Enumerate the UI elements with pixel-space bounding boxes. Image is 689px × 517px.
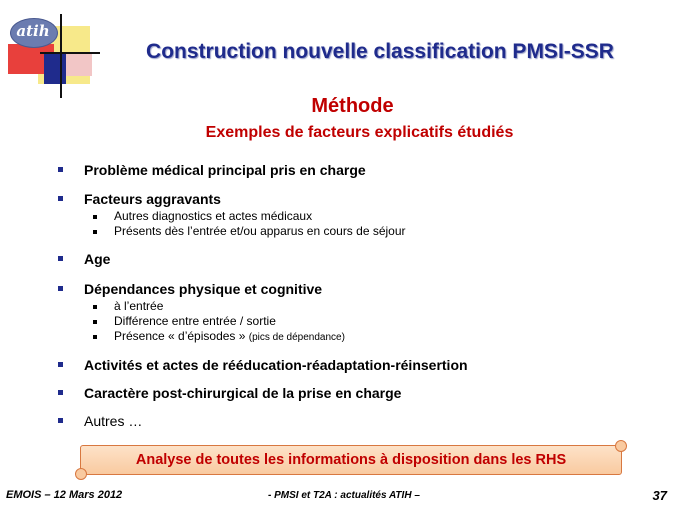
- list-item: [56, 383, 656, 403]
- banner-text: Analyse de toutes les informations à disposition dans les RHS: [135, 452, 567, 468]
- list-item: [56, 355, 656, 375]
- sub-item-text: Présents dès l’entrée et/ou apparus en cours de séjour: [114, 224, 406, 238]
- list-item-label: Age: [84, 251, 111, 267]
- slide-title: Construction nouvelle classification PMSI-SSR: [146, 40, 614, 63]
- sub-item: [84, 314, 656, 329]
- list-item: [56, 279, 656, 345]
- square-bullet-icon: [58, 286, 63, 291]
- square-bullet-icon: [58, 390, 63, 395]
- list-item-label: Autres …: [84, 413, 143, 429]
- list-item: [56, 189, 656, 239]
- section-subheading: Exemples de facteurs explicatifs étudiés: [205, 124, 514, 141]
- footer-subject: - PMSI et T2A : actualités ATIH –: [268, 490, 420, 501]
- atih-logo: [0, 0, 100, 100]
- list-item-label: Activités et actes de rééducation-réadaptation-réinsertion: [84, 357, 468, 373]
- sub-item: [84, 329, 656, 345]
- sub-item: [84, 224, 656, 239]
- bullet-list: [56, 160, 656, 431]
- list-item-label: Caractère post-chirurgical de la prise en charge: [84, 385, 402, 401]
- square-bullet-icon: [58, 362, 63, 367]
- list-item: [56, 160, 656, 180]
- logo-vertical-line: [60, 14, 62, 98]
- sub-item-text: Autres diagnostics et actes médicaux: [114, 209, 313, 223]
- sub-item-note: (pics de dépendance): [248, 332, 345, 343]
- list-item: [56, 249, 656, 269]
- list-item: [56, 411, 656, 431]
- small-square-bullet-icon: [93, 335, 97, 339]
- square-bullet-icon: [58, 196, 63, 201]
- square-bullet-icon: [58, 256, 63, 261]
- logo-square-blue: [44, 54, 66, 84]
- list-item-label: Problème médical principal pris en charge: [84, 162, 366, 178]
- square-bullet-icon: [58, 167, 63, 172]
- logo-text: atih: [16, 22, 50, 40]
- page-number: 37: [652, 488, 667, 503]
- logo-horizontal-line: [40, 52, 100, 54]
- logo-square-pink: [66, 54, 92, 76]
- list-item-label: Facteurs aggravants: [84, 191, 221, 207]
- sub-item: [84, 299, 656, 314]
- list-item-label: Dépendances physique et cognitive: [84, 281, 323, 297]
- small-square-bullet-icon: [93, 320, 97, 324]
- footer-event: EMOIS – 12 Mars 2012: [6, 489, 123, 501]
- sub-item-text: à l’entrée: [114, 299, 164, 313]
- small-square-bullet-icon: [93, 305, 97, 309]
- small-square-bullet-icon: [93, 230, 97, 234]
- small-square-bullet-icon: [93, 215, 97, 219]
- sub-item-text: Présence « d’épisodes »: [114, 329, 249, 343]
- square-bullet-icon: [58, 418, 63, 423]
- sub-item-text: Différence entre entrée / sortie: [114, 314, 276, 328]
- section-heading: Méthode: [311, 95, 394, 117]
- sub-item: [84, 209, 656, 224]
- summary-banner: [80, 445, 622, 475]
